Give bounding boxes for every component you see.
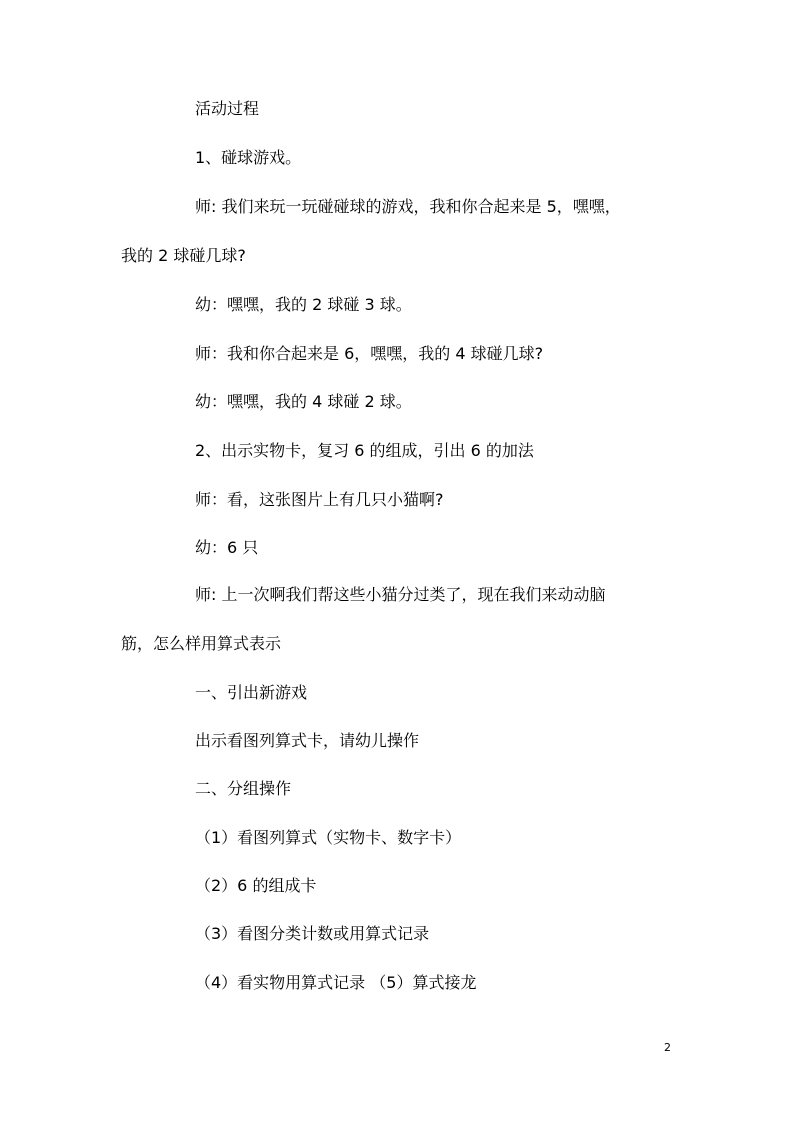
paragraph-line: 我的 2 球碰几球?: [121, 246, 246, 265]
step-heading-2: 2、出示实物卡，复习 6 的组成，引出 6 的加法: [195, 441, 534, 460]
paragraph-line: 师: 我们来玩一玩碰碰球的游戏，我和你合起来是 5，嘿嘿，: [195, 197, 621, 216]
paragraph-line: 筋，怎么样用算式表示: [121, 634, 282, 653]
list-item: （2）6 的组成卡: [195, 876, 317, 895]
page-number: 2: [664, 1041, 671, 1054]
paragraph-line: 幼：嘿嘿，我的 4 球碰 2 球。: [195, 392, 412, 411]
paragraph-line: 师：看，这张图片上有几只小猫啊?: [195, 490, 444, 509]
paragraph-line: 幼：6 只: [195, 538, 259, 557]
section-heading-group-operation: 二、分组操作: [195, 779, 292, 798]
section-heading-new-game: 一、引出新游戏: [195, 683, 308, 702]
paragraph-line: 出示看图列算式卡，请幼儿操作: [195, 731, 420, 750]
step-heading-1: 1、碰球游戏。: [195, 148, 302, 167]
paragraph-line: 幼：嘿嘿，我的 2 球碰 3 球。: [195, 295, 412, 314]
section-heading-activity-process: 活动过程: [195, 99, 260, 118]
paragraph-line: 师: 上一次啊我们帮这些小猫分过类了，现在我们来动动脑: [195, 585, 606, 604]
paragraph-line: 师：我和你合起来是 6，嘿嘿，我的 4 球碰几球?: [195, 344, 544, 363]
list-item: （3）看图分类计数或用算式记录: [195, 924, 430, 943]
list-item: （4）看实物用算式记录 （5）算式接龙: [195, 973, 477, 992]
list-item: （1）看图列算式（实物卡、数字卡）: [195, 828, 462, 847]
